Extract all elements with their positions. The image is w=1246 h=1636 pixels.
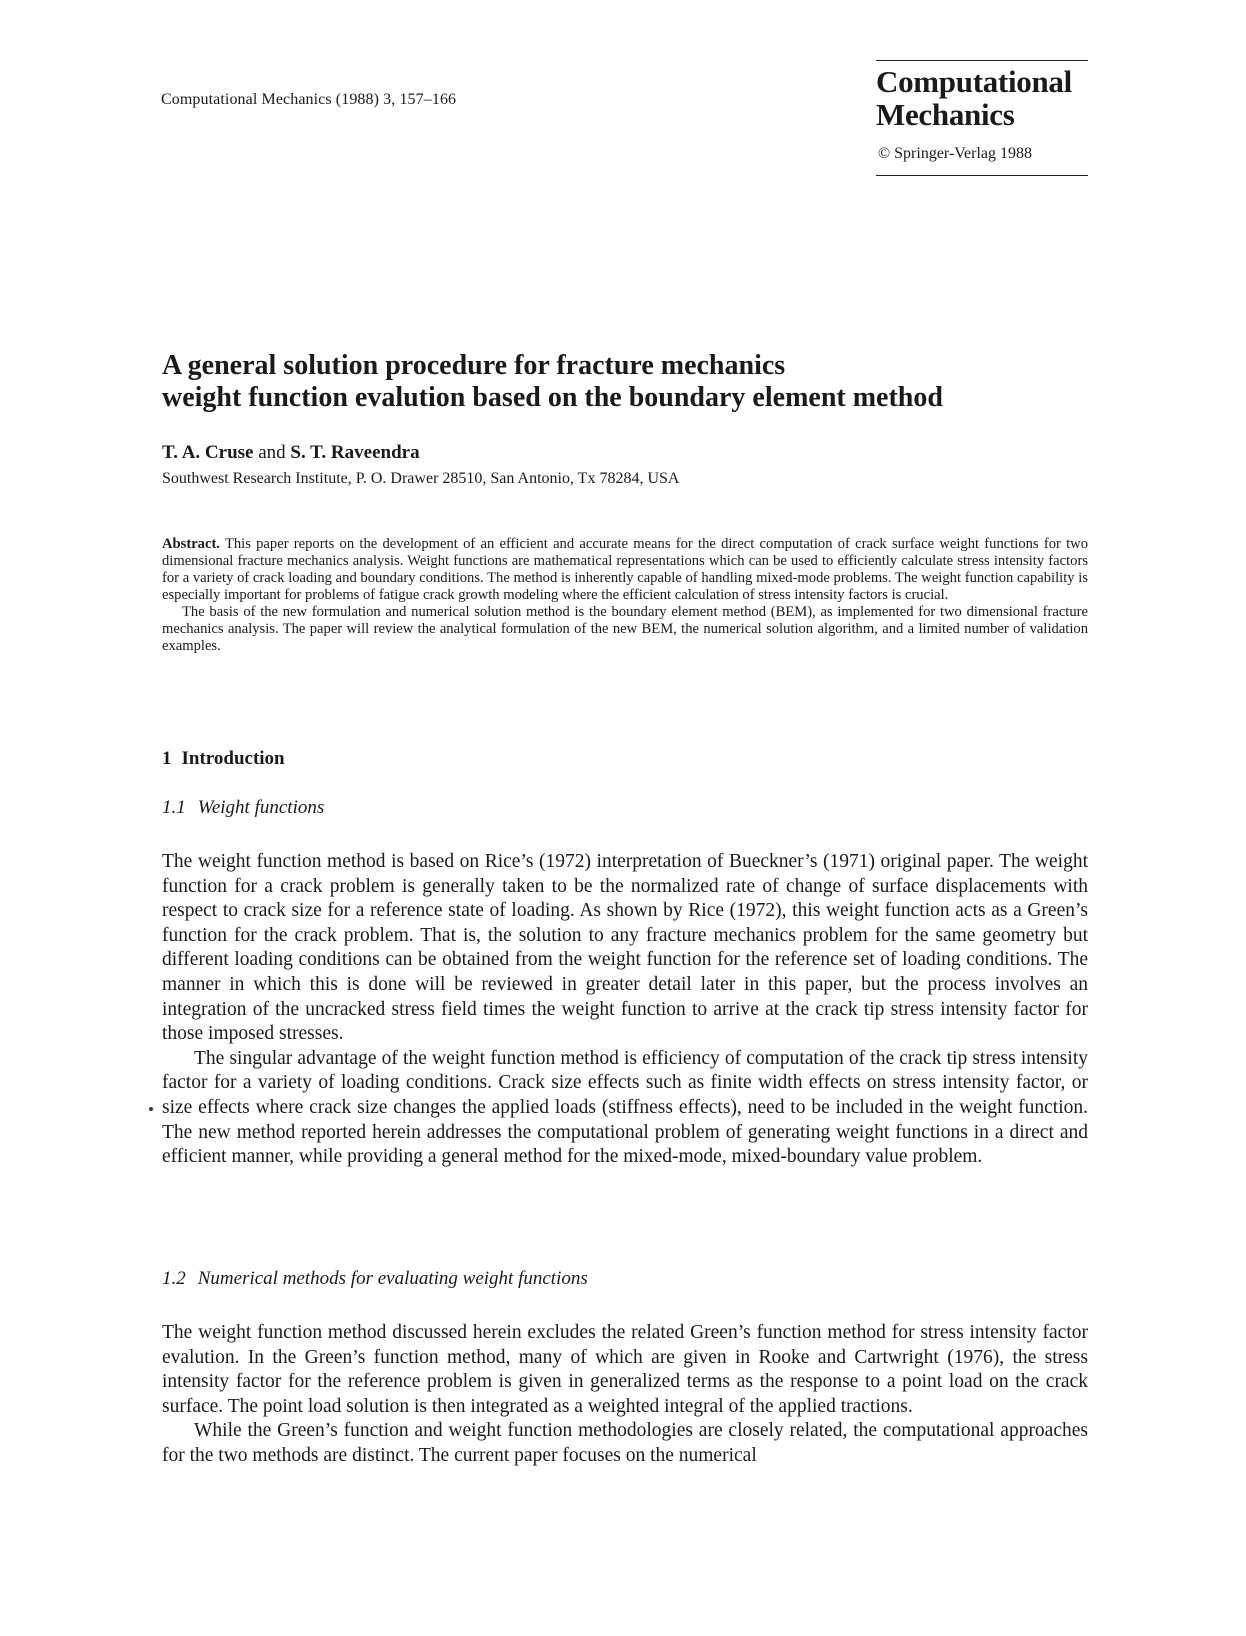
subsection-number: 1.2 [162,1268,186,1289]
subsection-heading-numerical-methods [162,1268,588,1290]
body-text-weight-functions [162,850,1088,1170]
body-paragraph: While the Green’s function and weight function methodologies are closely related, the computational approaches for the two methods are distinct. The current paper focuses on the numerical [162,1420,1088,1466]
body-paragraph: The weight function method is based on Rice’s (1972) interpretation of Bueckner’s (1971) original paper. The weight function for a crack problem is generally taken to be the normalized rate of change of surface displacements with respect to crack size for a reference state of loading. As shown by Rice (1972), this weight function acts as a Green’s function for the crack problem. That is, the solution to any fracture mechanics problem for the same geometry but different loading conditions can be obtained from the weight function for the reference set of loading conditions. The manner in which this is done will be reviewed in greater detail later in this paper, but the process involves an integration of the uncracked stress field times the weight function to arrive at the crack tip stress intensity factor for those imposed stresses. [162,851,1088,1045]
margin-mark [149,1107,153,1111]
subsection-title: Numerical methods for evaluating weight functions [197,1268,588,1289]
body-text-numerical-methods [162,1321,1088,1469]
masthead-bottom-rule [876,175,1088,176]
abstract-paragraph-1 [162,536,1088,604]
author-list [162,442,420,464]
journal-reference: Computational Mechanics (1988) 3, 157–166 [161,91,457,108]
body-paragraph: The weight function method discussed herein excludes the related Green’s function method for stress intensity factor evalution. In the Green’s function method, many of which are given in Rooke and Cartwright (1976), the stress intensity factor for the reference problem is given in generalized terms as the response to a point load on the crack surface. The point load solution is then integrated as a weighted integral of the applied tractions. [162,1322,1088,1417]
subsection-title: Weight functions [197,797,325,818]
affiliation: Southwest Research Institute, P. O. Drawer 28510, San Antonio, Tx 78284, USA [162,470,680,487]
journal-name-line1: Computational [876,64,1072,99]
journal-masthead [876,60,1088,176]
abstract [162,536,1088,655]
abstract-label: Abstract. [162,536,220,552]
journal-name-line2: Mechanics [876,97,1015,132]
section-number: 1 [162,748,172,769]
abstract-paragraph-2: The basis of the new formulation and numerical solution method is the boundary element method (BEM), as implemented for two dimensional fracture mechanics analysis. The paper will review the analytical formulation of the new BEM, the numerical solution algorithm, and a limited number of validation examples. [162,604,1088,654]
article-title [162,350,1062,414]
abstract-paragraph-1-text: This paper reports on the development of an efficient and accurate means for the direct computation of crack surface weight functions for two dimensional fracture mechanics analysis. Weight functions are mathematical representations which can be used to efficiently calculate stress intensity factors for a variety of crack loading and boundary conditions. The method is inherently capable of handling mixed-mode problems. The weight function capability is especially important for problems of fatigue crack growth modeling where the efficient calculation of stress intensity factors is crucial. [162,536,1088,603]
article-title-line2: weight function evalution based on the boundary element method [162,382,943,413]
masthead-top-rule [876,60,1088,61]
article-title-line1: A general solution procedure for fracture mechanics [162,350,786,381]
journal-name [876,65,1088,131]
author-conjunction: and [258,442,286,463]
subsection-number: 1.1 [162,797,186,818]
subsection-heading-weight-functions [162,797,324,819]
author-1: T. A. Cruse [162,442,254,463]
author-2: S. T. Raveendra [290,442,420,463]
section-title: Introduction [181,748,285,769]
section-heading-introduction [162,748,285,770]
body-paragraph: The singular advantage of the weight function method is efficiency of computation of the crack tip stress intensity factor for a variety of loading conditions. Crack size effects such as finite width effects on stress intensity factor, or size effects where crack size changes the applied loads (stiffness effects), need to be included in the weight function. The new method reported herein addresses the computational problem of generating weight functions in a direct and efficient manner, while providing a general method for the mixed-mode, mixed-boundary value problem. [162,1047,1088,1168]
copyright-notice: © Springer-Verlag 1988 [878,145,1033,162]
